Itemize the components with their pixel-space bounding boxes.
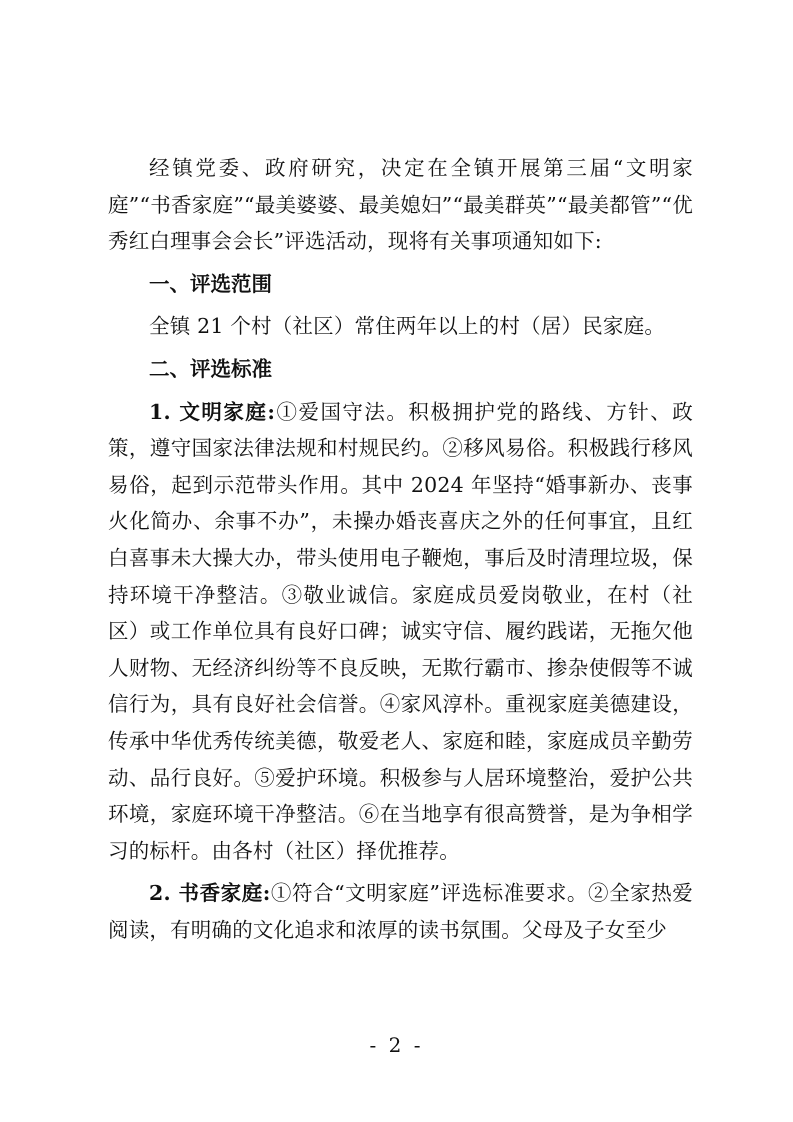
section-heading-scope: 一、评选范围: [149, 271, 272, 296]
scope-paragraph: 全镇 21 个村（社区）常住两年以上的村（居）民家庭。: [149, 314, 666, 339]
criteria-item-label: 2. 书香家庭:: [149, 881, 271, 906]
section-heading-criteria: 二、评选标准: [149, 356, 272, 381]
intro-paragraph: 经镇党委、政府研究，决定在全镇开展第三届“文明家庭”“书香家庭”“最美婆婆、最美媳妇”“最美群英”“最美都管”“优秀红白理事会会长”评选活动，现将有关事项通知如下:: [108, 156, 693, 254]
criteria-item-text: ①符合“文明家庭”评选标准要求。②全家热爱阅读，有明确的文化追求和浓厚的读书氛围。父母及子女至少: [108, 881, 693, 942]
page-number: - 2 -: [369, 1033, 424, 1057]
criteria-item-scholarly-family: [108, 875, 693, 948]
criteria-item-text: ①爱国守法。积极拥护党的路线、方针、政策，遵守国家法律法规和村规民约。②移风易俗。积极践行移风易俗，起到示范带头作用。其中 2024 年坚持“婚事新办、丧事火化简办、余事不办”，未操办婚丧喜庆之外的任何事宜，且红白喜事未大操大办，带头使用电子鞭炮，事后及时清理垃圾，保持环境干净整洁。③敬业诚信。家庭成员爱岗敬业，在村（社区）或工作单位具有良好口碑；诚实守信、履约践诺，无拖欠他人财物、无经济纠纷等不良反映，无欺行霸市、掺杂使假等不诚信行为，具有良好社会信誉。④家风淳朴。重视家庭美德建设，传承中华优秀传统美德，敬爱老人、家庭和睦，家庭成员辛勤劳动、品行良好。⑤爱护环境。积极参与人居环境整治，爱护公共环境，家庭环境干净整洁。⑥在当地享有很高赞誉，是为争相学习的标杆。由各村（社区）择优推荐。: [108, 399, 693, 863]
criteria-item-label: 1. 文明家庭:: [149, 399, 276, 424]
criteria-item-civilized-family: [108, 394, 693, 870]
document-body: [108, 150, 693, 948]
